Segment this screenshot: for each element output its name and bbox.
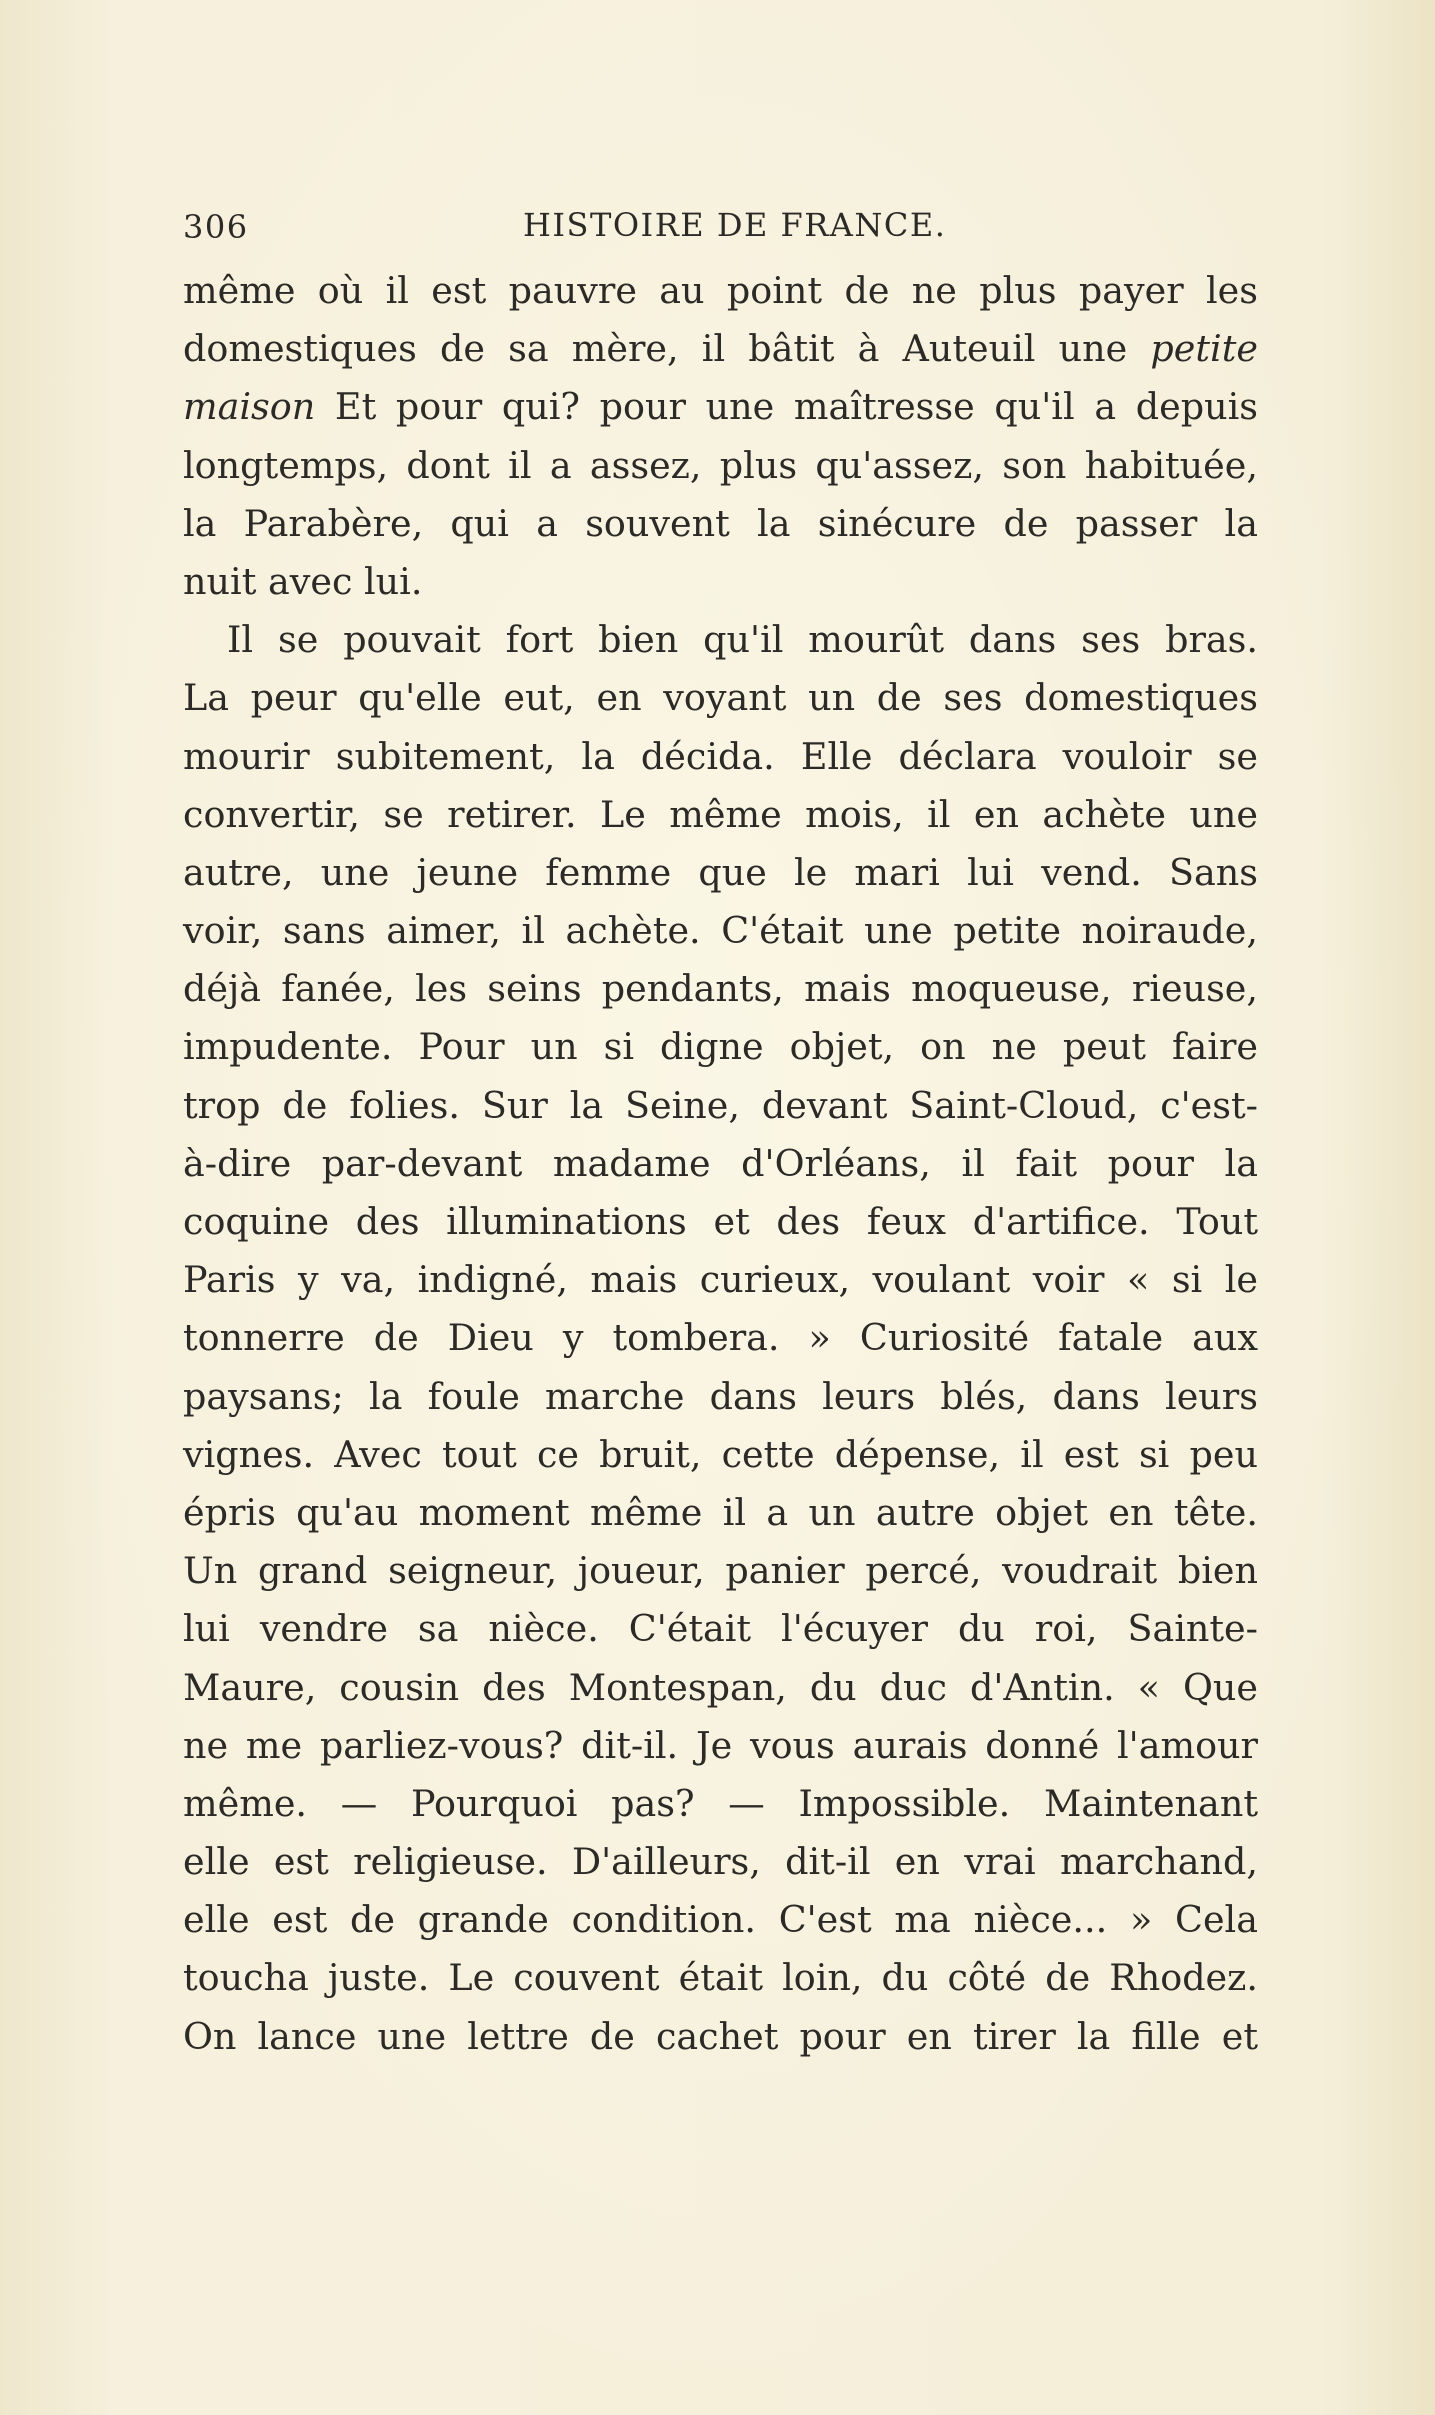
- italic-word: petite: [1150, 327, 1258, 371]
- page-header: [183, 208, 1258, 256]
- text-line: maison Et pour qui? pour une maîtresse qu'il a depuis: [183, 385, 1258, 429]
- running-title: HISTOIRE DE FRANCE.: [523, 206, 947, 244]
- text-line: Maure, cousin des Montespan, du duc d'Antin. « Que: [183, 1665, 1258, 1709]
- text-line: On lance une lettre de cachet pour en tirer la fille et: [183, 2014, 1258, 2058]
- text-line: épris qu'au moment même il a un autre objet en tête.: [183, 1490, 1258, 1534]
- text-line: longtemps, dont il a assez, plus qu'assez, son habituée,: [183, 443, 1258, 487]
- page-number: 306: [183, 208, 249, 246]
- text-line: impudente. Pour un si digne objet, on ne peut faire: [183, 1025, 1258, 1069]
- italic-word: maison: [183, 385, 316, 429]
- text-line: Paris y va, indigné, mais curieux, voulant voir « si le: [183, 1258, 1258, 1302]
- text-line: La peur qu'elle eut, en voyant un de ses domestiques: [183, 676, 1258, 720]
- text-line: la Parabère, qui a souvent la sinécure de passer la: [183, 501, 1258, 545]
- text-line: Un grand seigneur, joueur, panier percé, voudrait bien: [183, 1549, 1258, 1593]
- text-line: voir, sans aimer, il achète. C'était une petite noiraude,: [183, 909, 1258, 953]
- text-line: ne me parliez-vous? dit-il. Je vous aurais donné l'amour: [183, 1723, 1258, 1767]
- text-line: vignes. Avec tout ce bruit, cette dépense, il est si peu: [183, 1432, 1258, 1476]
- text-line: même où il est pauvre au point de ne plus payer les: [183, 269, 1258, 312]
- body-text: [183, 262, 1258, 2066]
- text-line: coquine des illuminations et des feux d'artifice. Tout: [183, 1200, 1258, 1243]
- text-line: à-dire par-devant madame d'Orléans, il fait pour la: [183, 1141, 1258, 1185]
- text-line: autre, une jeune femme que le mari lui vend. Sans: [183, 850, 1258, 894]
- text-line: toucha juste. Le couvent était loin, du côté de Rhodez.: [183, 1956, 1258, 2000]
- text-line: elle est religieuse. D'ailleurs, dit-il en vrai marchand,: [183, 1840, 1258, 1884]
- text-line: paysans; la foule marche dans leurs blés, dans leurs: [183, 1374, 1258, 1418]
- text-line: même. — Pourquoi pas? — Impossible. Maintenant: [183, 1781, 1258, 1825]
- text-line: trop de folies. Sur la Seine, devant Saint-Cloud, c'est-: [183, 1083, 1258, 1127]
- text-line: elle est de grande condition. C'est ma nièce... » Cela: [183, 1898, 1258, 1942]
- text-line: Il se pouvait fort bien qu'il mourût dans ses bras.: [227, 618, 1258, 662]
- text-line: lui vendre sa nièce. C'était l'écuyer du roi, Sainte-: [183, 1607, 1258, 1651]
- text-line: domestiques de sa mère, il bâtit à Auteuil une petite: [183, 327, 1258, 371]
- text-line: tonnerre de Dieu y tombera. » Curiosité fatale aux: [183, 1316, 1258, 1360]
- text-line: convertir, se retirer. Le même mois, il en achète une: [183, 792, 1258, 836]
- text-line: nuit avec lui.: [183, 559, 423, 603]
- text-line: mourir subitement, la décida. Elle déclara vouloir se: [183, 734, 1258, 778]
- text-line: déjà fanée, les seins pendants, mais moqueuse, rieuse,: [183, 967, 1258, 1011]
